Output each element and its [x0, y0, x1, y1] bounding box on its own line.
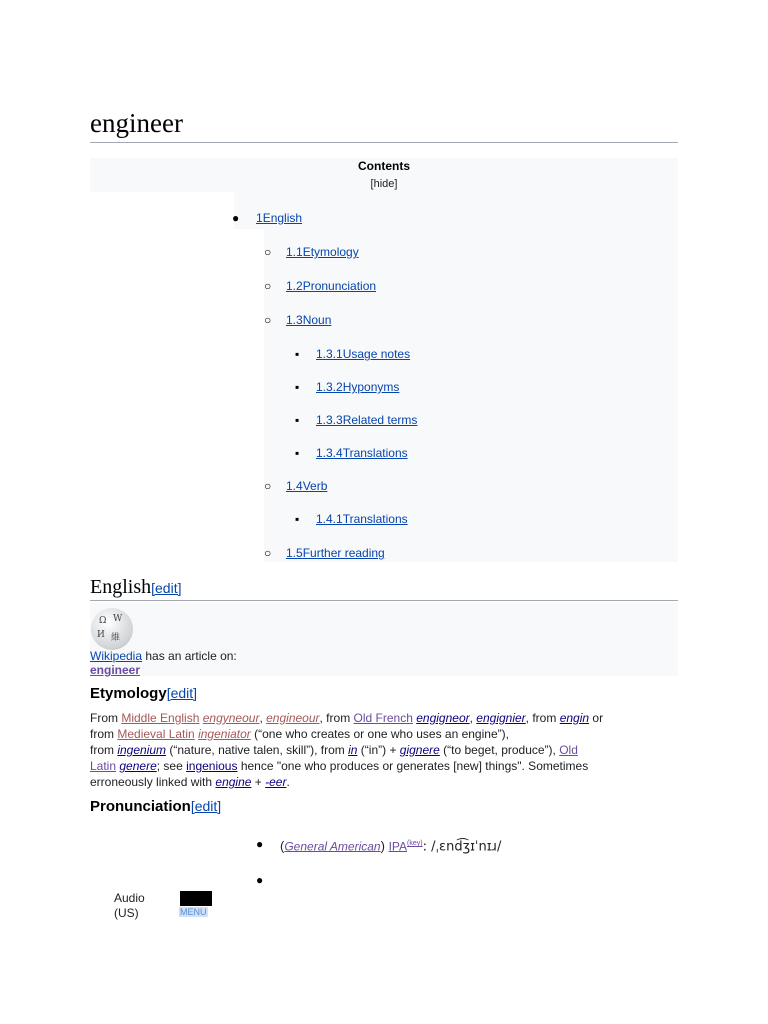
- heading-pronunciation: [90, 798, 221, 815]
- toc-bullet-circle: ○: [264, 479, 272, 493]
- audio-menu-button[interactable]: MENU: [180, 907, 207, 917]
- toc-link-hyponyms[interactable]: [316, 380, 399, 394]
- heading-etymology-text: Etymology: [90, 685, 167, 702]
- text: hence "one who produces or generates [new] things". Sometimes: [237, 759, 589, 773]
- edit-link-etymology[interactable]: [edit]: [166, 685, 198, 701]
- text: ; see: [156, 759, 187, 773]
- text: (“in”) +: [357, 743, 400, 757]
- text: +: [251, 775, 266, 789]
- toc-bullet-square: ▪: [295, 512, 300, 526]
- link-engine[interactable]: engine: [215, 775, 252, 789]
- link-gignere[interactable]: gignere: [399, 743, 440, 757]
- toc-hide-toggle[interactable]: [hide]: [370, 178, 398, 190]
- toc-bullet-circle: ○: [264, 546, 272, 560]
- toc-bullet-circle: ○: [264, 279, 272, 293]
- toc-num: 1.5: [286, 546, 303, 560]
- text: from: [90, 727, 118, 741]
- toc-link-etymology[interactable]: [286, 245, 359, 259]
- toc-bullet-disc: ●: [232, 211, 240, 225]
- pron-bullet: ●: [256, 873, 264, 887]
- pronunciation-ipa-line: [280, 836, 501, 854]
- toc-link-pronunciation[interactable]: [286, 279, 376, 293]
- toc-label: Translations: [342, 446, 408, 460]
- etymology-paragraph: [90, 710, 678, 790]
- link-old-french[interactable]: Old French: [353, 711, 413, 725]
- etymology-line: [90, 758, 678, 774]
- text: erroneously linked with: [90, 775, 216, 789]
- toc-num: 1.3.1: [316, 347, 343, 361]
- link-ingenium[interactable]: ingenium: [117, 743, 167, 757]
- heading-english-text: English: [90, 576, 152, 598]
- link-engignier[interactable]: engignier: [476, 711, 526, 725]
- wikipedia-sister-box: [90, 603, 678, 676]
- wikipedia-box-text: has an article on:: [142, 649, 237, 663]
- wikipedia-globe-icon: Ω W И 維: [91, 608, 133, 650]
- toc-label: Further reading: [302, 546, 385, 560]
- link-engyneour[interactable]: engyneour: [202, 711, 260, 725]
- link-engineour[interactable]: engineour: [266, 711, 320, 725]
- edit-link-english[interactable]: [edit]: [151, 580, 182, 596]
- toc-label: Pronunciation: [302, 279, 377, 293]
- link-ingeniator[interactable]: ingeniator: [198, 727, 251, 741]
- text: (: [280, 838, 285, 854]
- text: ): [380, 838, 385, 854]
- link-genere[interactable]: genere: [119, 759, 157, 773]
- text: .: [286, 775, 290, 789]
- text: (“nature, native talen, skill”), from: [166, 743, 349, 757]
- link-engin[interactable]: engin: [559, 711, 590, 725]
- link-ingenious[interactable]: ingenious: [186, 759, 238, 773]
- etymology-line: [90, 774, 678, 790]
- text: From: [90, 711, 122, 725]
- text: (“to beget, produce”),: [439, 743, 560, 757]
- etymology-line: [90, 710, 678, 726]
- toc-num: 1.1: [286, 245, 303, 259]
- toc-num: 1.3.4: [316, 446, 343, 460]
- pron-bullet: ●: [256, 837, 264, 851]
- toc-num: 1.2: [286, 279, 303, 293]
- audio-play-button[interactable]: [180, 891, 212, 906]
- toc-num: 1.3: [286, 313, 303, 327]
- toc-num: 1: [256, 211, 263, 225]
- toc-bullet-circle: ○: [264, 313, 272, 327]
- edit-link-pronunciation[interactable]: [edit]: [190, 798, 222, 814]
- link-in[interactable]: in: [348, 743, 358, 757]
- toc-bullet-circle: ○: [264, 245, 272, 259]
- link-old-latin-cont[interactable]: Latin: [90, 759, 117, 773]
- ipa-transcription: : /ˌɛnd͡ʒɪˈnɪɹ/: [422, 839, 502, 855]
- text: ,: [469, 711, 477, 725]
- audio-label-line1: Audio: [114, 891, 145, 905]
- audio-label: [114, 891, 145, 921]
- etymology-line: [90, 726, 678, 742]
- english-divider: [90, 600, 678, 601]
- toc-num: 1.3.3: [316, 413, 343, 427]
- audio-label-line2: (US): [114, 906, 139, 920]
- link-middle-english[interactable]: Middle English: [121, 711, 200, 725]
- toc-bullet-square: ▪: [295, 347, 300, 361]
- toc-label: Hyponyms: [342, 380, 400, 394]
- table-of-contents: [90, 158, 678, 562]
- text: from: [90, 743, 118, 757]
- wikipedia-link[interactable]: Wikipedia: [90, 649, 143, 663]
- title-divider: [90, 142, 678, 143]
- heading-etymology: [90, 685, 197, 702]
- toc-link-verb-translations[interactable]: [316, 512, 408, 526]
- link-ipa-key[interactable]: (key): [407, 840, 423, 847]
- toc-link-noun[interactable]: [286, 313, 331, 327]
- toc-link-usage-notes[interactable]: [316, 347, 410, 361]
- toc-label: Translations: [342, 512, 408, 526]
- text: , from: [525, 711, 560, 725]
- toc-label: English: [262, 211, 303, 225]
- toc-link-english[interactable]: [256, 211, 302, 225]
- link-old-latin[interactable]: Old: [559, 743, 578, 757]
- toc-bullet-square: ▪: [295, 413, 300, 427]
- wikipedia-box-line: [90, 649, 237, 663]
- toc-label: Verb: [302, 479, 328, 493]
- toc-label: Noun: [302, 313, 332, 327]
- link-general-american[interactable]: General American: [284, 839, 381, 854]
- heading-pronunciation-text: Pronunciation: [90, 798, 191, 815]
- toc-link-related-terms[interactable]: [316, 413, 417, 427]
- toc-label: Etymology: [302, 245, 359, 259]
- toc-num: 1.3.2: [316, 380, 343, 394]
- page-title: engineer: [90, 108, 183, 138]
- wikipedia-article-link[interactable]: engineer: [90, 663, 141, 677]
- link-engigneor[interactable]: engigneor: [416, 711, 470, 725]
- link-ipa[interactable]: IPA: [388, 839, 408, 854]
- text: or: [589, 711, 604, 725]
- toc-num: 1.4.1: [316, 512, 343, 526]
- text: ,: [259, 711, 267, 725]
- toc-num: 1.4: [286, 479, 303, 493]
- toc-bullet-square: ▪: [295, 446, 300, 460]
- toc-title: Contents: [358, 159, 410, 173]
- text: (“one who creates or one who uses an engine”),: [250, 727, 509, 741]
- link-medieval-latin[interactable]: Medieval Latin: [117, 727, 195, 741]
- wikipedia-article-line: [90, 663, 140, 677]
- toc-link-further-reading[interactable]: [286, 546, 385, 560]
- toc-label: Usage notes: [342, 347, 411, 361]
- link-eer[interactable]: -eer: [265, 775, 287, 789]
- heading-english: [90, 576, 181, 599]
- text: , from: [319, 711, 354, 725]
- toc-link-noun-translations[interactable]: [316, 446, 408, 460]
- toc-link-verb[interactable]: [286, 479, 327, 493]
- etymology-line: [90, 742, 678, 758]
- toc-label: Related terms: [342, 413, 418, 427]
- toc-bullet-square: ▪: [295, 380, 300, 394]
